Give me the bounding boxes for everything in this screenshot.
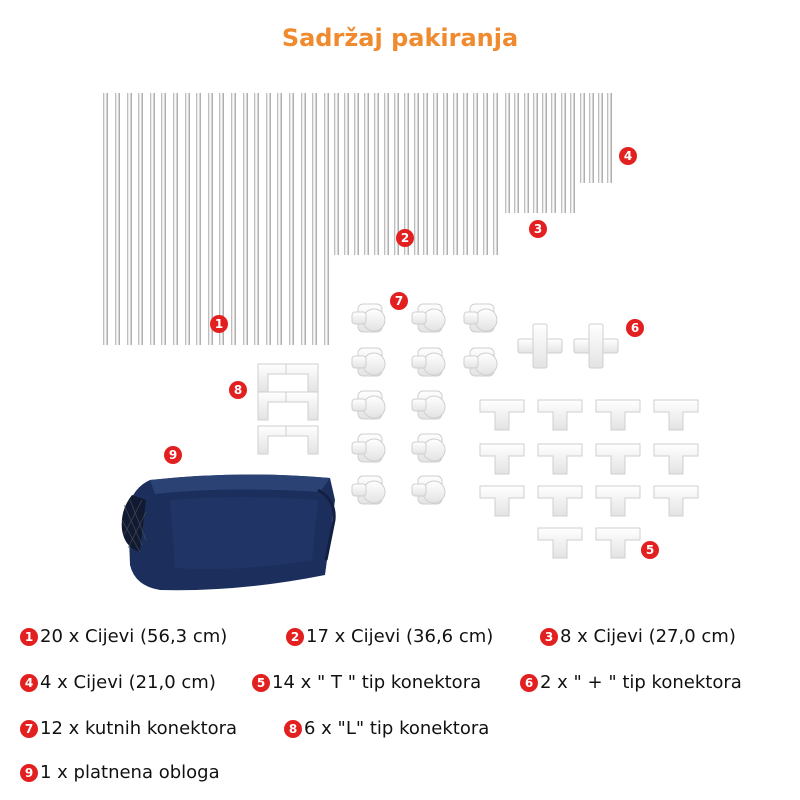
legend-marker: 9 (20, 764, 38, 782)
legend-text: 2 x " + " tip konektora (540, 672, 742, 693)
legend-item-8 (284, 718, 489, 739)
marker-6: 6 (626, 319, 644, 337)
legend-item-7 (20, 718, 237, 739)
l-connector (286, 364, 318, 392)
corner-connector (464, 304, 497, 332)
legend-item-1 (20, 626, 227, 647)
plus-connector (574, 324, 618, 368)
legend-marker: 1 (20, 628, 38, 646)
t-connector (480, 400, 524, 430)
corner-connector (352, 476, 385, 504)
t-connector (596, 444, 640, 474)
legend-marker: 3 (540, 628, 558, 646)
marker-1: 1 (210, 315, 228, 333)
l-connector (258, 364, 290, 392)
t-connector (596, 400, 640, 430)
l-connectors-image (258, 364, 318, 454)
corner-connector (352, 348, 385, 376)
corner-connector (412, 304, 445, 332)
t-connector (480, 444, 524, 474)
legend-item-3 (540, 626, 736, 647)
t-connector (480, 486, 524, 516)
marker-7: 7 (390, 292, 408, 310)
legend-text: 8 x Cijevi (27,0 cm) (560, 626, 736, 647)
fabric-cover-image (122, 474, 335, 590)
marker-3: 3 (529, 220, 547, 238)
corner-connector (412, 391, 445, 419)
corner-connector (464, 348, 497, 376)
marker-5: 5 (641, 541, 659, 559)
plus-connectors-image (518, 324, 618, 368)
legend-marker: 7 (20, 720, 38, 738)
l-connector (258, 392, 290, 420)
corner-connector (412, 434, 445, 462)
corner-connector (352, 304, 385, 332)
corner-connector (412, 476, 445, 504)
legend-marker: 2 (286, 628, 304, 646)
t-connector (654, 486, 698, 516)
t-connector (538, 486, 582, 516)
legend-marker: 5 (252, 674, 270, 692)
page-title: Sadržaj pakiranja (281, 24, 519, 52)
t-connector (654, 444, 698, 474)
t-connector (654, 400, 698, 430)
legend-item-5 (252, 672, 481, 693)
corner-connector (352, 434, 385, 462)
marker-2: 2 (396, 229, 414, 247)
legend-text: 4 x Cijevi (21,0 cm) (40, 672, 216, 693)
t-connector (538, 528, 582, 558)
legend-text: 6 x "L" tip konektora (304, 718, 490, 739)
marker-4: 4 (619, 147, 637, 165)
legend-text: 12 x kutnih konektora (40, 718, 238, 739)
l-connector (286, 392, 318, 420)
legend-text: 20 x Cijevi (56,3 cm) (40, 626, 228, 647)
legend-item-6 (520, 672, 742, 693)
legend-item-9 (20, 762, 220, 783)
legend-marker: 4 (20, 674, 38, 692)
legend-text: 17 x Cijevi (36,6 cm) (306, 626, 494, 647)
legend-text: 14 x " T " tip konektora (272, 672, 482, 693)
corner-connector (352, 391, 385, 419)
legend-marker: 8 (284, 720, 302, 738)
corner-connector (412, 348, 445, 376)
legend-text: 1 x platnena obloga (40, 762, 220, 783)
plus-connector (518, 324, 562, 368)
legend-item-4 (20, 672, 216, 693)
legend-marker: 6 (520, 674, 538, 692)
marker-9: 9 (164, 446, 182, 464)
l-connector (286, 426, 318, 454)
t-connector (596, 528, 640, 558)
l-connector (258, 426, 290, 454)
legend-item-2 (286, 626, 493, 647)
marker-8: 8 (229, 381, 247, 399)
t-connector (538, 444, 582, 474)
t-connectors-image (480, 400, 698, 558)
corner-connectors-image (352, 304, 497, 504)
t-connector (596, 486, 640, 516)
t-connector (538, 400, 582, 430)
